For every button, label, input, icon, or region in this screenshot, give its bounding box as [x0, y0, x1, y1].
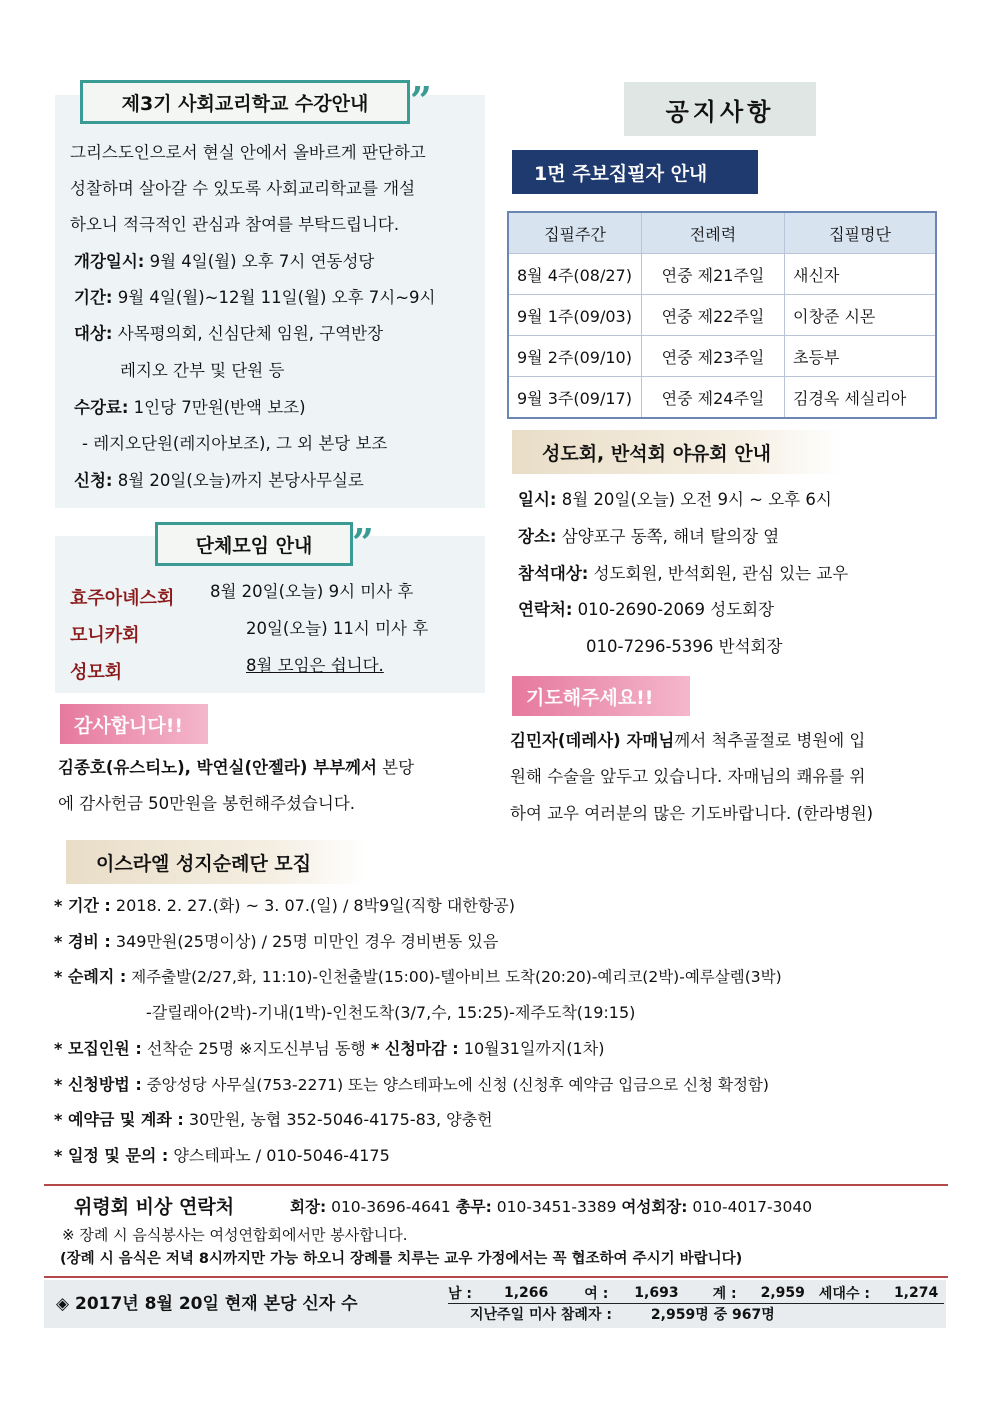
pilgrimage-item: * 모집인원 : 선착순 25명 ※지도신부님 동행 * 신청마감 : 10월31일까지(1차)	[54, 1039, 605, 1058]
prayer-line-3: 하여 교우 여러분의 많은 기도바랍니다. (한라병원)	[510, 804, 874, 823]
picnic-date: 일시: 8월 20일(오늘) 오전 9시 ~ 오후 6시	[518, 490, 832, 509]
notice-title: 공지사항	[624, 82, 816, 136]
lecture-apply: 신청: 8월 20일(오늘)까지 본당사무실로	[74, 471, 364, 490]
emergency-contacts: 회장: 010-3696-4641 총무: 010-3451-3389 여성회장: 010-4017-3040	[290, 1198, 813, 1216]
picnic-who: 참석대상: 성도회원, 반석회원, 관심 있는 교우	[518, 564, 849, 583]
table-header: 집필주간	[508, 212, 642, 254]
pilgrimage-item: * 순례지 : 제주출발(2/27,화, 11:10)-인천출발(15:00)-텔아비브 도착(20:20)-예리코(2박)-예루살렘(3박)	[54, 967, 782, 986]
table-header: 전례력	[642, 212, 785, 254]
table-header-row	[508, 212, 936, 254]
table-cell: 연중 제21주일	[642, 254, 785, 295]
writers-title: 1면 주보집필자 안내	[534, 162, 708, 185]
prayer-banner	[512, 676, 690, 716]
table-cell: 9월 2주(09/10)	[508, 336, 642, 377]
lecture-intro-3: 하오니 적극적인 관심과 참여를 부탁드립니다.	[70, 215, 400, 234]
picnic-contact-2: 010-7296-5396 반석회장	[586, 637, 783, 656]
prayer-line-2: 원해 수술을 앞두고 있습니다. 자매님의 쾌유를 위	[510, 767, 866, 786]
groups-title: 단체모임 안내	[195, 534, 313, 557]
pilgrimage-item: * 신청방법 : 중앙성당 사무실(753-2271) 또는 양스테파노에 신청 (신청후 예약금 입금으로 신청 확정함)	[54, 1075, 769, 1094]
table-cell: 초등부	[785, 336, 937, 377]
thanks-title: 감사합니다!!	[74, 714, 184, 737]
pilgrimage-banner	[66, 840, 366, 884]
table-row	[508, 295, 936, 336]
thanks-line-2: 에 감사헌금 50만원을 봉헌해주셨습니다.	[58, 794, 355, 813]
pilgrimage-item: * 기간 : 2018. 2. 27.(화) ~ 3. 07.(일) / 8박9일(직항 대한항공)	[54, 896, 515, 915]
census-total: 2,959	[760, 1285, 805, 1301]
census-male: 1,266	[504, 1285, 549, 1301]
lecture-fee: 수강료: 1인당 7만원(반액 보조)	[74, 398, 306, 417]
table-row	[508, 377, 936, 419]
table-cell: 새신자	[785, 254, 937, 295]
census-female: 1,693	[634, 1285, 679, 1301]
census-title: ◈ 2017년 8월 20일 현재 본당 신자 수	[56, 1294, 358, 1314]
lecture-title-banner	[80, 80, 410, 124]
group-info: 20일(오늘) 11시 미사 후	[246, 619, 429, 638]
lecture-period: 기간: 9월 4일(월)~12월 11일(월) 오후 7시~9시	[74, 288, 436, 307]
pilgrimage-item: -갈릴래아(2박)-기내(1박)-인천도착(3/7,수, 15:25)-제주도착(19:15)	[146, 1003, 636, 1022]
lecture-title: 제3기 사회교리학교 수강안내	[121, 92, 369, 115]
thanks-banner	[60, 704, 208, 744]
table-cell: 9월 3주(09/17)	[508, 377, 642, 419]
pilgrimage-item: * 일정 및 문의 : 양스테파노 / 010-5046-4175	[54, 1146, 390, 1165]
writers-banner	[512, 150, 758, 194]
census-households: 1,274	[893, 1285, 939, 1301]
table-cell: 연중 제23주일	[642, 336, 785, 377]
group-name: 성모회	[70, 662, 123, 683]
group-info: 8월 모임은 쉽니다.	[246, 656, 384, 675]
group-name: 모니카회	[70, 625, 140, 646]
table-cell: 김경옥 세실리아	[785, 377, 937, 419]
picnic-contact: 연락처: 010-2690-2069 성도회장	[518, 600, 775, 619]
census-counts: 남 : 1,266 여 : 1,693 계 : 2,959 세대수 : 1,274	[448, 1283, 944, 1304]
table-cell: 이창준 시몬	[785, 295, 937, 336]
table-row	[508, 254, 936, 295]
groups-title-banner	[155, 522, 353, 566]
lecture-fee-note: - 레지오단원(레지아보조), 그 외 본당 보조	[82, 434, 388, 453]
table-cell: 8월 4주(08/27)	[508, 254, 642, 295]
table-header: 집필명단	[785, 212, 937, 254]
pilgrimage-item: * 예약금 및 계좌 : 30만원, 농협 352-5046-4175-83, 양충헌	[54, 1110, 493, 1129]
writers-table	[507, 211, 937, 419]
prayer-line-1: 김민자(데레사) 자매님께서 척추골절로 병원에 입	[510, 731, 866, 750]
picnic-banner	[512, 430, 842, 474]
table-row	[508, 336, 936, 377]
thanks-line-1: 김종호(유스티노), 박연실(안젤라) 부부께서 본당	[58, 758, 415, 777]
divider	[44, 1184, 948, 1186]
table-cell: 9월 1주(09/03)	[508, 295, 642, 336]
writers-table-wrap	[507, 211, 937, 419]
quote-mark-icon: ”	[352, 520, 374, 565]
lecture-intro-2: 성찰하며 살아갈 수 있도록 사회교리학교를 개설	[70, 179, 416, 198]
table-cell: 연중 제24주일	[642, 377, 785, 419]
picnic-place: 장소: 삼양포구 동쪽, 해녀 탈의장 옆	[518, 527, 780, 546]
divider	[44, 1276, 948, 1278]
emergency-note-2: (장례 시 음식은 저녁 8시까지만 가능 하오니 장례를 치루는 교우 가정에서는 꼭 협조하여 주시기 바랍니다)	[60, 1251, 743, 1267]
lecture-open: 개강일시: 9월 4일(월) 오후 7시 연동성당	[74, 252, 375, 271]
picnic-title: 성도회, 반석회 야유회 안내	[542, 442, 771, 465]
emergency-title: 위령회 비상 연락처	[74, 1196, 235, 1218]
group-info: 8월 20일(오늘) 9시 미사 후	[210, 582, 414, 601]
prayer-title: 기도해주세요!!	[526, 686, 654, 709]
group-name: 효주아녜스회	[70, 588, 175, 609]
census-attendance: 지난주일 미사 참례자 : 2,959명 중 967명	[470, 1307, 775, 1323]
pilgrimage-item: * 경비 : 349만원(25명이상) / 25명 미만인 경우 경비변동 있음	[54, 932, 499, 951]
pilgrimage-title: 이스라엘 성지순례단 모집	[96, 852, 312, 875]
table-cell: 연중 제22주일	[642, 295, 785, 336]
quote-mark-icon: ”	[410, 78, 432, 123]
emergency-note-1: ※ 장례 시 음식봉사는 여성연합회에서만 봉사합니다.	[62, 1226, 408, 1244]
lecture-target-2: 레지오 간부 및 단원 등	[120, 361, 285, 380]
lecture-target: 대상: 사목평의회, 신심단체 임원, 구역반장	[74, 324, 384, 343]
lecture-intro-1: 그리스도인으로서 현실 안에서 올바르게 판단하고	[70, 143, 426, 162]
